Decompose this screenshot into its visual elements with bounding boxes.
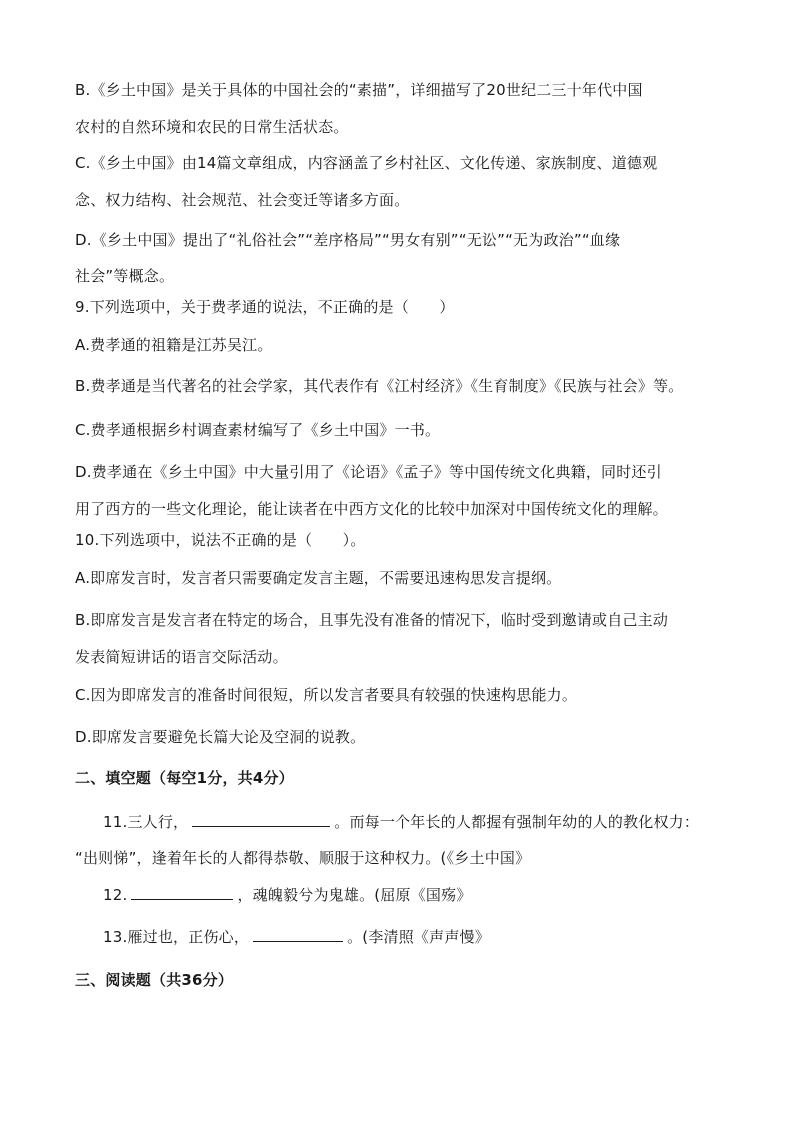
- q12-answer-blank[interactable]: [131, 885, 233, 900]
- section-2-title: 二、填空题（每空1分，共4分）: [75, 769, 294, 787]
- q13-prefix: 13.雁过也，正伤心，: [103, 928, 250, 946]
- q11-line1: [103, 812, 763, 832]
- q11-line2: “出则悌”，逢着年长的人都得恭敬、顺服于这种权力。(《乡土中国》: [75, 849, 531, 867]
- q11-suffix: 。而每一个年长的人都握有强制年幼的人的教化权力：: [334, 813, 700, 831]
- q10-option-b-line1: B.即席发言是发言者在特定的场合，且事先没有准备的情况下，临时受到邀请或自己主动: [75, 611, 669, 629]
- q9-option-d-line2: 用了西方的一些文化理论，能让读者在中西方文化的比较中加深对中国传统文化的理解。: [75, 500, 668, 518]
- q9-stem: 9.下列选项中，关于费孝通的说法，不正确的是（ ）: [75, 298, 455, 316]
- q10-option-a: A.即席发言时，发言者只需要确定发言主题，不需要迅速构思发言提纲。: [75, 569, 562, 587]
- q13-line: [103, 927, 763, 947]
- q8-option-c-line1: C.《乡土中国》由14篇文章组成，内容涵盖了乡村社区、文化传递、家族制度、道德观: [75, 154, 658, 172]
- q11-answer-blank[interactable]: [192, 812, 330, 827]
- q11-prefix: 11.三人行，: [103, 813, 189, 831]
- q10-stem: 10.下列选项中，说法不正确的是（ ）。: [75, 531, 366, 549]
- q9-option-c: C.费孝通根据乡村调查素材编写了《乡土中国》一书。: [75, 421, 441, 439]
- q12-line: [103, 885, 763, 905]
- q8-option-c-line2: 念、权力结构、社会规范、社会变迁等诸多方面。: [75, 191, 410, 209]
- q10-option-d: D.即席发言要避免长篇大论及空洞的说教。: [75, 728, 366, 746]
- q13-answer-blank[interactable]: [253, 927, 343, 942]
- q13-suffix: 。(李清照《声声慢》: [347, 928, 490, 946]
- q8-option-b-line2: 农村的自然环境和农民的日常生活状态。: [75, 118, 349, 136]
- q12-prefix: 12.: [103, 886, 128, 904]
- section-3-title: 三、阅读题（共36分）: [75, 971, 234, 989]
- q8-option-d-line2: 社会”等概念。: [75, 267, 175, 285]
- q9-option-d-line1: D.费孝通在《乡土中国》中大量引用了《论语》《孟子》等中国传统文化典籍，同时还引: [75, 463, 662, 481]
- q9-option-a: A.费孝通的祖籍是江苏吴江。: [75, 336, 273, 354]
- q8-option-d-line1: D.《乡土中国》提出了“礼俗社会”“差序格局”“男女有别”“无讼”“无为政治”“血缘: [75, 231, 621, 249]
- q10-option-c: C.因为即席发言的准备时间很短，所以发言者要具有较强的快速构思能力。: [75, 686, 578, 704]
- q9-option-b: B.费孝通是当代著名的社会学家，其代表作有《江村经济》《生育制度》《民族与社会》等。: [75, 377, 684, 395]
- q8-option-b-line1: B.《乡土中国》是关于具体的中国社会的“素描”，详细描写了20世纪二三十年代中国: [75, 81, 643, 99]
- q10-option-b-line2: 发表简短讲话的语言交际活动。: [75, 648, 288, 666]
- q12-suffix: ，魂魄毅兮为鬼雄。(屈原《国殇》: [237, 886, 472, 904]
